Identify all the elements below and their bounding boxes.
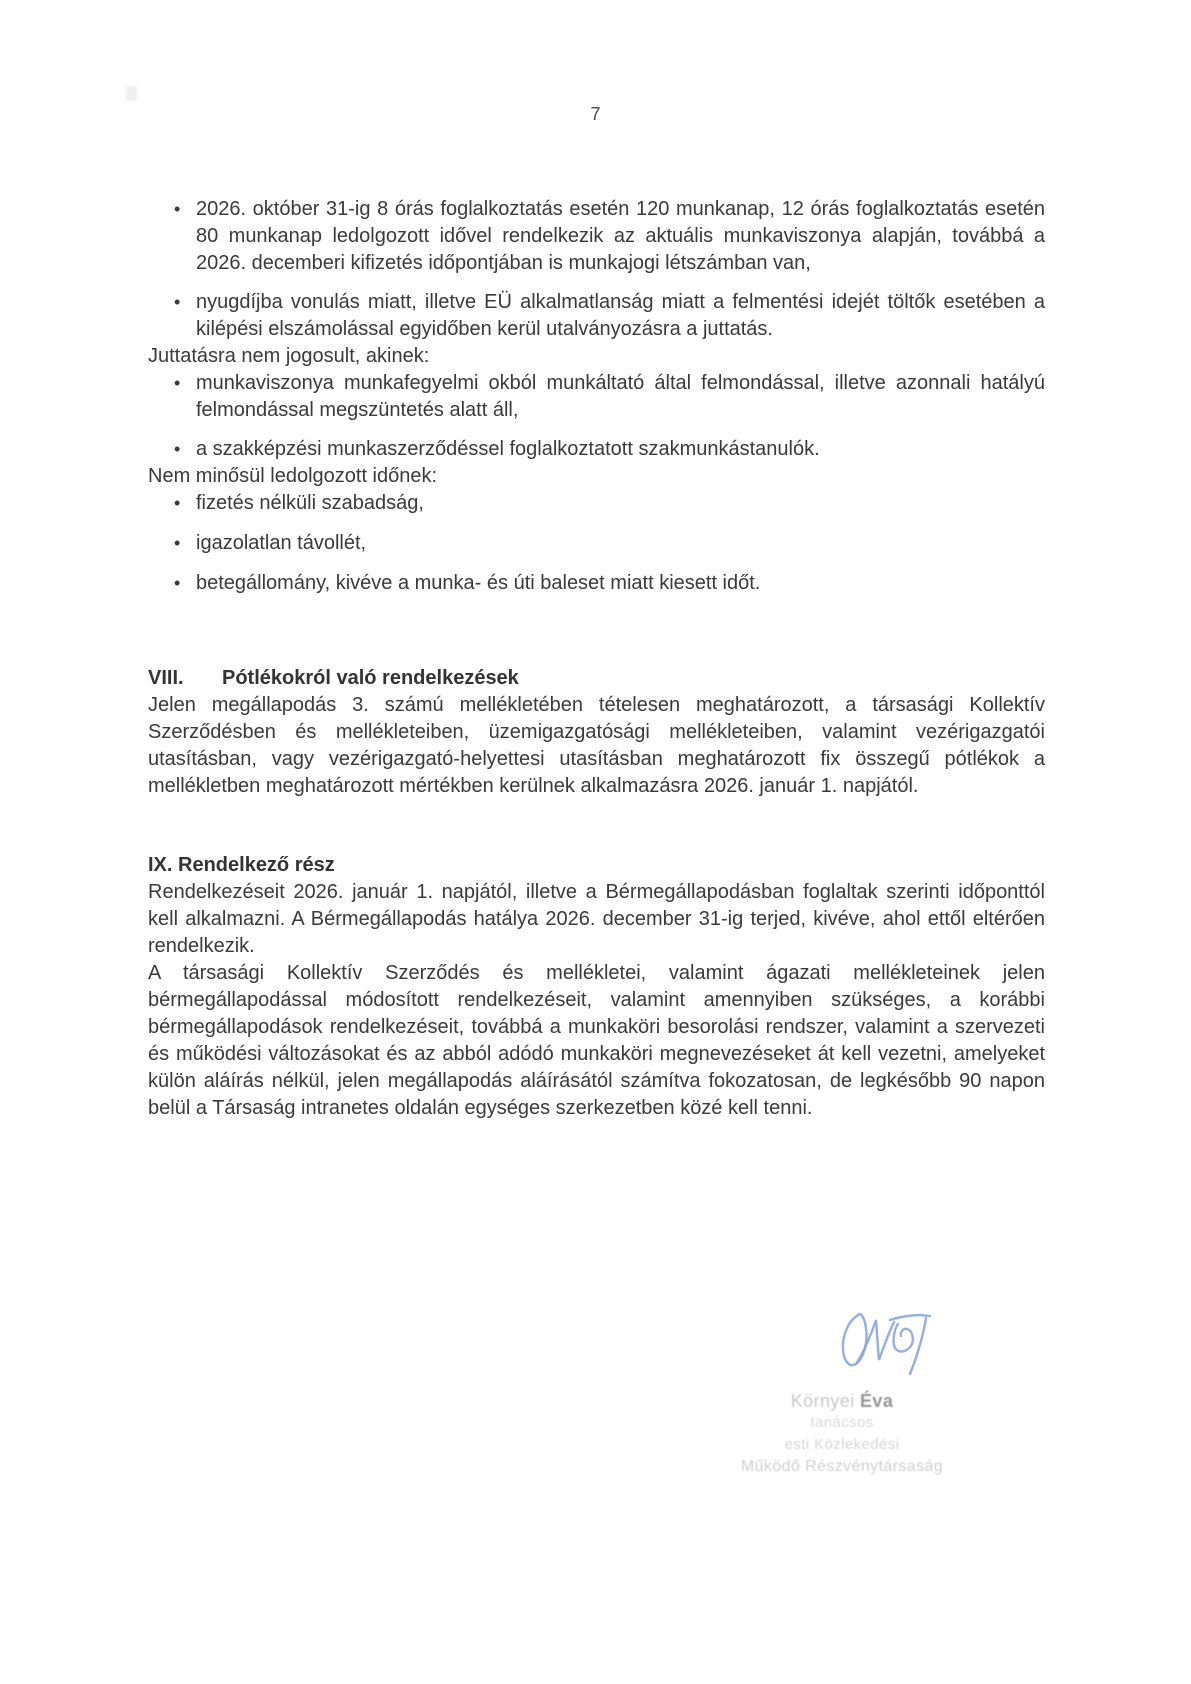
bullet-text: nyugdíjba vonulás miatt, illetve EÜ alkalmatlanság miatt a felmentési idejét töltők esetében a kilépési elszámolással egyidőben kerül utalványozásra a juttatás. bbox=[196, 291, 1045, 340]
section-viii-paragraph: Jelen megállapodás 3. számú mellékletében tételesen meghatározott, a társasági Kollektív Szerződésben és mellékleteiben, üzemigazgatósági mellékleteiben, valamint vezérigazgatói utasításban, vagy vezérigazgató-helyettesi utasításban meghatározott fix összegű pótlékok a mellékletben meghatározott mértékben kerülnek alkalmazásra 2026. január 1. napjától. bbox=[148, 694, 1045, 797]
scan-smudge bbox=[126, 86, 137, 101]
bullet-item bbox=[148, 289, 1045, 343]
bullet-icon: • bbox=[174, 373, 181, 393]
signer-org-line1: esti Közlekedési bbox=[784, 1436, 900, 1453]
bullet-text: 2026. október 31-ig 8 órás foglalkoztatás esetén 120 munkanap, 12 órás foglalkoztatás esetén 80 munkanap ledolgozott idővel rendelkezik az aktuális munkaviszonya alapján, továbbá a 2026. decemberi kifizetés időpontjában is munkajogi létszámban van, bbox=[196, 198, 1045, 274]
section-viii-title: Pótlékokról való rendelkezések bbox=[222, 667, 519, 689]
section-viii-number: VIII. bbox=[148, 667, 184, 689]
bullet-item bbox=[148, 370, 1045, 424]
bullet-item bbox=[148, 530, 1045, 557]
section-ix-heading: IX. Rendelkező rész bbox=[148, 854, 335, 876]
section-ix-paragraph-2: A társasági Kollektív Szerződés és mellékletei, valamint ágazati mellékleteinek jelen bérmegállapodással módosított rendelkezéseit, valamint amennyiben szükséges, a korábbi bérmegállapodások rendelkezéseit, továbbá a munkaköri besorolási rendszer, valamint a szervezeti és működési változásokat és az abból adódó munkaköri megnevezéseket át kell vezetni, amelyeket külön aláírás nélkül, jelen megállapodás aláírásától számítva fokozatosan, de legkésőbb 90 napon belül a Társaság intranetes oldalán egységes szerkezetben közé kell tenni. bbox=[148, 962, 1045, 1119]
bullet-item bbox=[148, 196, 1045, 277]
signer-title: tanácsos bbox=[810, 1414, 874, 1431]
bullet-icon: • bbox=[174, 292, 181, 312]
signature-stamp bbox=[672, 1390, 1012, 1478]
bullet-text: betegállomány, kivéve a munka- és úti baleset miatt kiesett időt. bbox=[196, 572, 761, 594]
bullet-text: munkaviszonya munkafegyelmi okból munkáltató által felmondással, illetve azonnali hatályú felmondással megszüntetés alatt áll, bbox=[196, 372, 1045, 421]
not-eligible-bullet-list bbox=[148, 370, 1045, 463]
bullet-icon: • bbox=[174, 533, 181, 553]
signer-name bbox=[672, 1390, 1012, 1412]
bullet-item bbox=[148, 570, 1045, 597]
document-body bbox=[148, 196, 1045, 1122]
signer-name-emphasis: Éva bbox=[860, 1391, 894, 1411]
bullet-icon: • bbox=[174, 199, 181, 219]
bullet-text: a szakképzési munkaszerződéssel foglalkoztatott szakmunkástanulók. bbox=[196, 438, 820, 460]
intro-bullet-list bbox=[148, 196, 1045, 343]
signer-org-line2: Működő Részvénytársaság bbox=[740, 1458, 944, 1475]
handwritten-signature bbox=[838, 1302, 948, 1390]
not-eligible-lead: Juttatásra nem jogosult, akinek: bbox=[148, 345, 430, 367]
section-viii-heading bbox=[148, 665, 1045, 692]
bullet-item bbox=[148, 490, 1045, 517]
not-worked-time-bullet-list bbox=[148, 490, 1045, 597]
bullet-item bbox=[148, 436, 1045, 463]
signer-name-faint: Környei bbox=[790, 1391, 860, 1411]
bullet-icon: • bbox=[174, 573, 181, 593]
section-ix-paragraph-1: Rendelkezéseit 2026. január 1. napjától, illetve a Bérmegállapodásban foglaltak szerinti időponttól kell alkalmazni. A Bérmegállapodás hatálya 2026. december 31-ig terjed, kivéve, ahol ettől eltérően rendelkezik. bbox=[148, 881, 1045, 957]
bullet-icon: • bbox=[174, 439, 181, 459]
bullet-text: igazolatlan távollét, bbox=[196, 532, 367, 554]
page-number: 7 bbox=[590, 104, 601, 124]
bullet-text: fizetés nélküli szabadság, bbox=[196, 492, 424, 514]
bullet-icon: • bbox=[174, 493, 181, 513]
not-worked-time-lead: Nem minősül ledolgozott időnek: bbox=[148, 465, 438, 487]
